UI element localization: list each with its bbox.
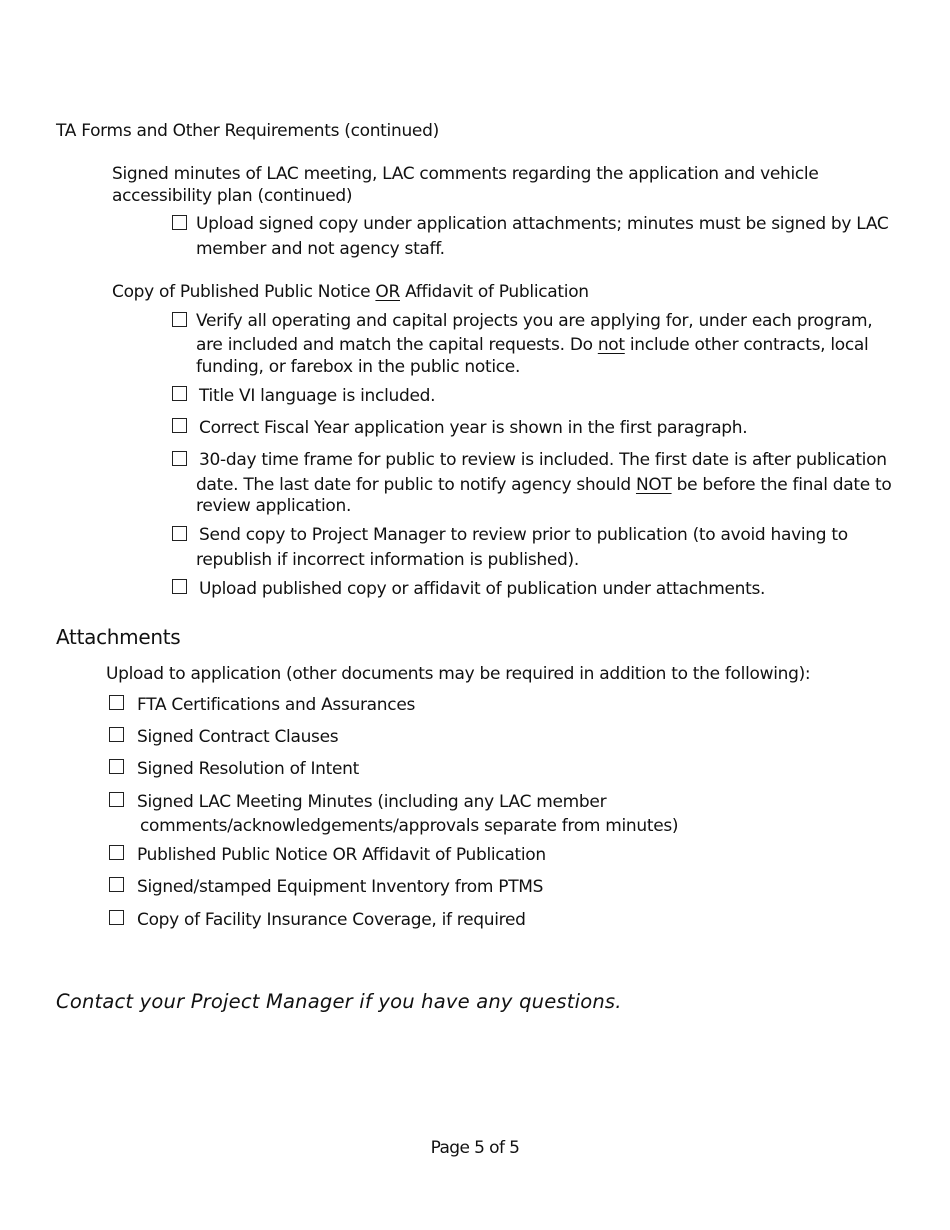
- title-vi-text: Title VI language is included.: [199, 386, 436, 406]
- section-heading: TA Forms and Other Requirements (continued): [56, 121, 439, 141]
- verify-projects-line1: Verify all operating and capital projects you are applying for, under each program,: [196, 311, 873, 331]
- upload-published-text: Upload published copy or affidavit of publication under attachments.: [199, 579, 766, 599]
- attachment-checkbox-insurance[interactable]: [109, 910, 124, 925]
- title-vi-checkbox[interactable]: [172, 386, 187, 401]
- attachment-checkbox-contract[interactable]: [109, 727, 124, 742]
- attachment-checkbox-fta[interactable]: [109, 695, 124, 710]
- lac-heading-line2: accessibility plan (continued): [112, 186, 353, 206]
- fiscal-year-checkbox[interactable]: [172, 418, 187, 433]
- send-copy-checkbox[interactable]: [172, 526, 187, 541]
- attachment-checkbox-inventory[interactable]: [109, 877, 124, 892]
- notice-heading: [112, 281, 589, 303]
- verify-line2-not: not: [597, 335, 625, 355]
- attachment-item-insurance: Copy of Facility Insurance Coverage, if required: [137, 910, 526, 930]
- send-copy-line1: Send copy to Project Manager to review prior to publication (to avoid having to: [199, 525, 848, 545]
- attachment-item-public-notice: Published Public Notice OR Affidavit of Publication: [137, 845, 546, 865]
- notice-heading-or: OR: [375, 282, 400, 302]
- lac-upload-checkbox[interactable]: [172, 215, 187, 230]
- attachment-item-fta: FTA Certifications and Assurances: [137, 695, 416, 715]
- attachment-item-lac-minutes: Signed LAC Meeting Minutes (including any LAC member: [137, 792, 607, 812]
- lac-upload-text-line2: member and not agency staff.: [196, 239, 445, 259]
- fiscal-year-text: Correct Fiscal Year application year is shown in the first paragraph.: [199, 418, 748, 438]
- review-timeframe-line2: [196, 474, 891, 496]
- page-footer: Page 5 of 5: [430, 1138, 520, 1158]
- review-timeframe-line1: 30-day time frame for public to review is included. The first date is after publication: [199, 450, 887, 470]
- verify-projects-checkbox[interactable]: [172, 312, 187, 327]
- attachment-item-resolution: Signed Resolution of Intent: [137, 759, 360, 779]
- notice-heading-pre: Copy of Published Public Notice: [112, 282, 376, 302]
- review-line2-post: be before the final date to: [671, 475, 892, 495]
- verify-line2-pre: are included and match the capital requests. Do: [196, 335, 598, 355]
- send-copy-line2: republish if incorrect information is published).: [196, 550, 579, 570]
- attachment-checkbox-lac-minutes[interactable]: [109, 792, 124, 807]
- attachments-heading: Attachments: [56, 625, 181, 649]
- review-timeframe-line3: review application.: [196, 496, 352, 516]
- notice-heading-post: Affidavit of Publication: [400, 282, 589, 302]
- verify-projects-line3: funding, or farebox in the public notice.: [196, 357, 521, 377]
- review-line2-not: NOT: [635, 475, 672, 495]
- review-line2-pre: date. The last date for public to notify agency should: [196, 475, 636, 495]
- attachment-checkbox-resolution[interactable]: [109, 759, 124, 774]
- verify-projects-line2: [196, 334, 868, 356]
- attachment-checkbox-public-notice[interactable]: [109, 845, 124, 860]
- lac-heading-line1: Signed minutes of LAC meeting, LAC comments regarding the application and vehicle: [112, 164, 819, 184]
- attachment-item-lac-minutes-line2: comments/acknowledgements/approvals separate from minutes): [140, 816, 679, 836]
- attachment-item-contract: Signed Contract Clauses: [137, 727, 339, 747]
- verify-line2-post: include other contracts, local: [624, 335, 869, 355]
- upload-published-checkbox[interactable]: [172, 579, 187, 594]
- attachments-intro: Upload to application (other documents may be required in addition to the following):: [106, 664, 811, 684]
- lac-upload-text-line1: Upload signed copy under application attachments; minutes must be signed by LAC: [196, 214, 889, 234]
- review-timeframe-checkbox[interactable]: [172, 451, 187, 466]
- attachment-item-inventory: Signed/stamped Equipment Inventory from PTMS: [137, 877, 544, 897]
- contact-note: Contact your Project Manager if you have any questions.: [56, 990, 622, 1013]
